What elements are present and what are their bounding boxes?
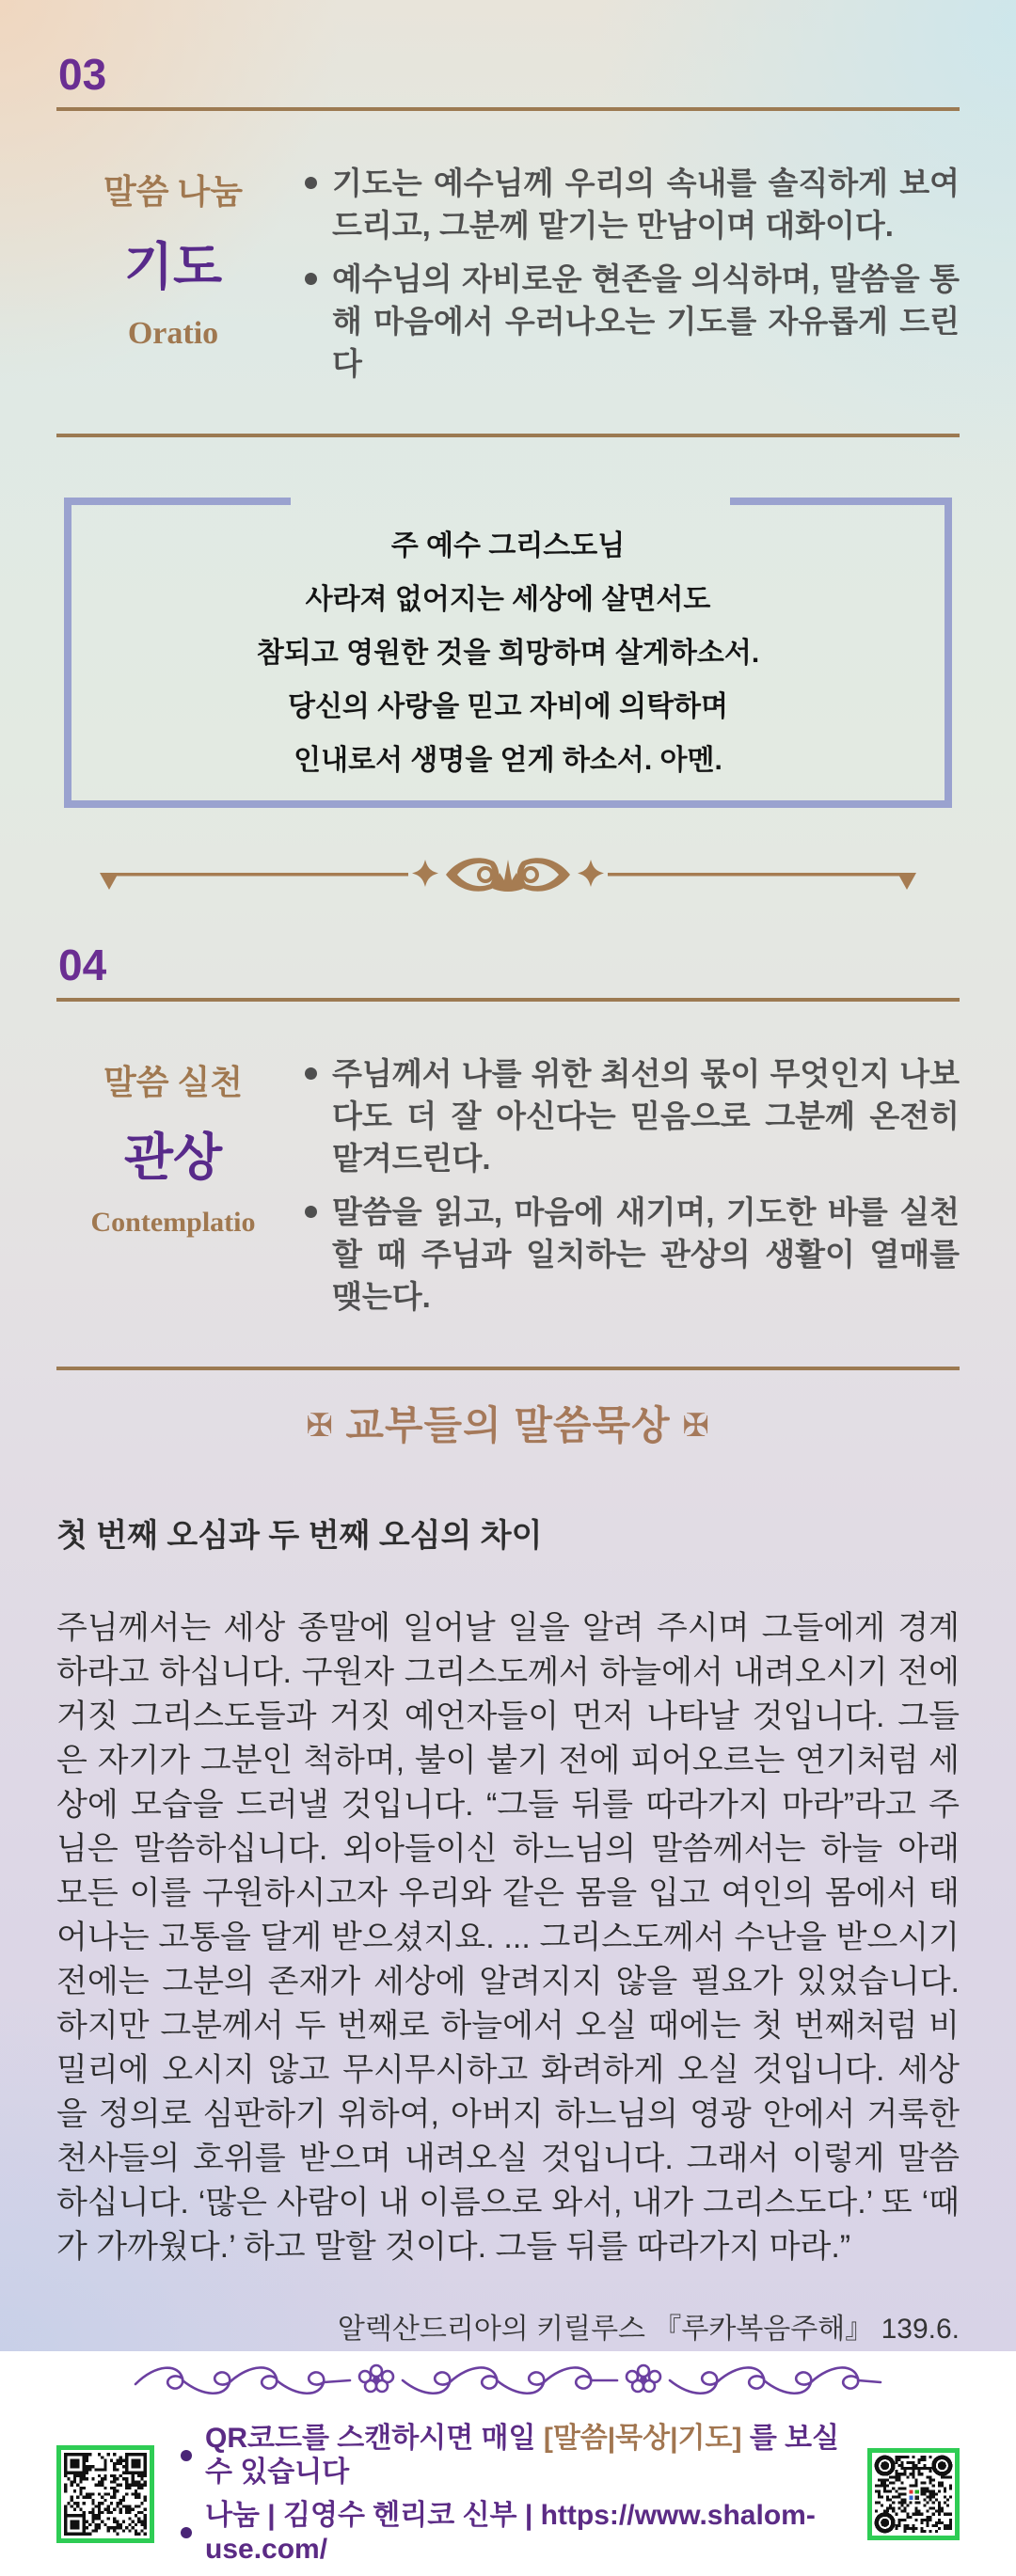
fathers-title [56,1395,960,1451]
prayer-box-border-top-right [730,498,952,505]
bullet-text: 주님께서 나를 위한 최선의 몫이 무엇인지 나보다도 더 잘 아신다는 믿음으로 그분께 온전히 맡겨드린다. [332,1056,960,1176]
footer-line1-suffix: 를 보실수 있습니다 [205,2423,840,2488]
attribution: 알렉산드리아의 키릴루스 『루카복음주해』 139.6. [337,2314,960,2345]
bullet-item [305,162,960,246]
section-label-column [56,162,290,396]
section-label-main: 관상 [123,1130,223,1186]
vine-flower-icon [627,2365,660,2392]
vine-divider [132,2356,884,2399]
prayer-line: 인내로서 생명을 얻게 하소서. 아멘. [294,744,722,776]
bullet-text: 기도는 예수님께 우리의 속내를 솔직하게 보여드리고, 그분께 맡기는 만남이며 대화이다. [332,166,960,243]
footer-line1-text [205,2422,841,2489]
bullet-item [305,1191,960,1318]
section-bullet-list [305,162,960,396]
section-label-column [56,1052,290,1329]
bullet-dot-icon [305,1206,317,1218]
footer-line1-prefix: QR코드를 스캔하시면 매일 [205,2423,536,2454]
footer-line-1 [181,2422,841,2489]
section-contemplatio [56,940,960,1370]
section-oratio [56,50,960,437]
footer-text-block [177,2412,845,2576]
section-label-top: 말씀 나눔 [103,173,244,211]
footer-line1-highlight: [말씀|묵상|기도] [543,2423,742,2454]
prayer-box-border-right [945,498,952,808]
section-number: 03 [58,50,107,99]
maltese-cross-icon: ✠ [682,1407,710,1445]
section-number: 04 [58,940,107,989]
section-label-main: 기도 [123,239,223,295]
section-content-row [56,1052,960,1329]
prayer-box-border-top-left [64,498,291,505]
bullet-item [305,1052,960,1179]
ornament-divider [94,849,922,909]
vine-flower-icon [359,2365,393,2392]
prayer-line: 사라져 없어지는 세상에 살면서도 [305,583,711,615]
bullet-text: 말씀을 읽고, 마음에 새기며, 기도한 바를 실천할 때 주님과 일치하는 관상의 생활이 열매를 맺는다. [332,1194,960,1314]
bullet-text: 예수님의 자비로운 현존을 의식하며, 말씀을 통해 마음에서 우러나오는 기도를 자유롭게 드린다 [332,261,960,381]
maltese-cross-icon: ✠ [306,1407,334,1445]
prayer-box-border-left [64,498,71,808]
section-rule-top [56,998,960,1002]
meditation-body: 주님께서는 세상 종말에 일어날 일을 알려 주시며 그들에게 경계하라고 하십니다. 구원자 그리스도께서 하늘에서 내려오시기 전에 거짓 그리스도들과 거짓 예언자들이 먼저 나타날 것입니다. 그들은 자기가 그분인 척하며, 불이 붙기 전에 피어오르는 연기처럼 세상에 모습을 드러낼 것입니다. “그들 뒤를 따라가지 마라”라고 주님은 말씀하십니다. 외아들이신 하느님의 말씀께서는 하늘 아래 모든 이를 구원하시고자 우리와 같은 몸을 입고 여인의 몸에서 태어나는 고통을 달게 받으셨지요. ... 그리스도께서 수난을 받으시기 전에는 그분의 존재가 세상에 알려지지 않을 필요가 있었습니다. 하지만 그분께서 두 번째로 하늘에서 오실 때에는 첫 번째처럼 비밀리에 오시지 않고 무시무시하고 화려하게 오실 것입니다. 세상을 정의로 심판하기 위하여, 아버지 하느님의 영광 안에서 거룩한 천사들의 호위를 받으며 내려오실 것입니다. 그래서 이렇게 말씀하십니다. ‘많은 사람이 내 이름으로 와서, 내가 그리스도다.’ 또 ‘때가 가까웠다.’ 하고 말할 것이다. 그들 뒤를 따라가지 마라.” [56,1610,960,2265]
prayer-box-border-bottom [64,800,952,808]
footer [56,2412,960,2576]
meditation-subtitle: 첫 번째 오심과 두 번째 오심의 차이 [56,1518,543,1554]
section-rule-bottom [56,1367,960,1370]
section-label-latin: Oratio [127,316,219,351]
prayer-line: 주 예수 그리스도님 [390,529,626,561]
section-rule-bottom [56,434,960,437]
section-bullet-list [305,1052,960,1329]
bullet-dot-icon [305,273,317,285]
prayer-line: 참되고 영원한 것을 희망하며 살게하소서. [256,637,760,669]
qr-code-left [56,2445,154,2543]
bullet-dot-icon [181,2527,192,2538]
bullet-item [305,258,960,385]
prayer-box [64,498,952,808]
section-label-top: 말씀 실천 [103,1064,244,1101]
section-rule-top [56,107,960,111]
footer-line2-text[interactable]: 나눔 | 김영수 헨리코 신부 | https://www.shalom-use.com/ [205,2500,816,2565]
footer-line-2 [181,2499,841,2567]
section-label-latin: Contemplatio [90,1207,256,1238]
bullet-dot-icon [305,177,317,189]
bullet-dot-icon [305,1067,317,1080]
bullet-dot-icon [181,2450,192,2461]
section-content-row [56,162,960,396]
qr-code-right [867,2448,960,2540]
fathers-title-text: 교부들의 말씀묵상 [345,1403,671,1447]
prayer-line: 당신의 사랑을 믿고 자비에 의탁하며 [287,690,729,722]
